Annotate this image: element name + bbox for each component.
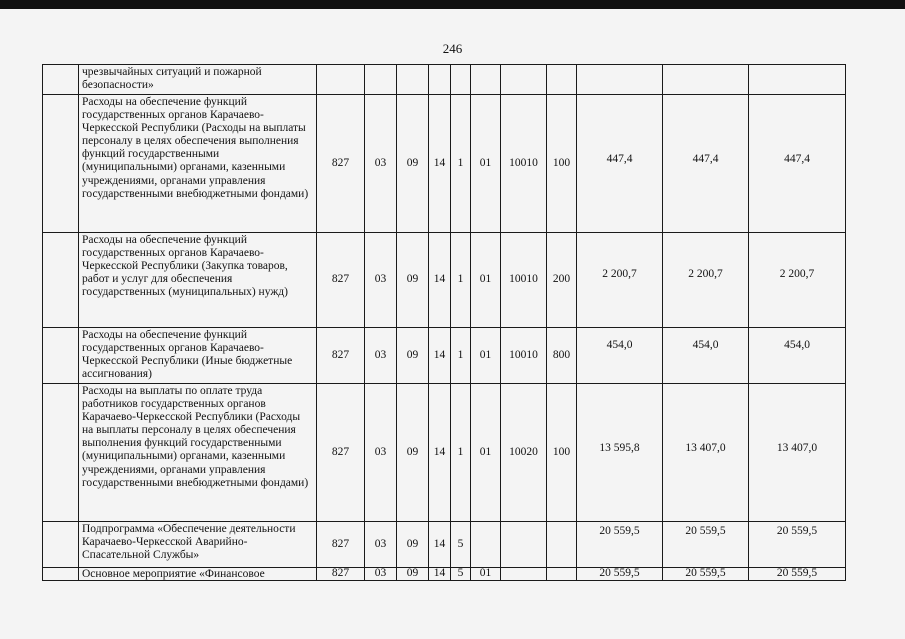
amount-year-3: 13 407,0 bbox=[749, 384, 846, 522]
activity-code: 01 bbox=[471, 568, 501, 581]
expense-type-code: 100 bbox=[547, 384, 577, 522]
amount-year-3: 20 559,5 bbox=[749, 522, 846, 568]
direction-code bbox=[501, 568, 547, 581]
amount-year-2: 454,0 bbox=[663, 328, 749, 384]
ministry-code: 827 bbox=[317, 384, 365, 522]
subprogram-code: 1 bbox=[451, 328, 471, 384]
section-code: 03 bbox=[365, 568, 397, 581]
subprogram-code: 1 bbox=[451, 233, 471, 328]
section-code: 03 bbox=[365, 95, 397, 233]
scan-top-edge bbox=[0, 0, 905, 9]
direction-code: 10020 bbox=[501, 384, 547, 522]
row-index-cell bbox=[43, 95, 79, 233]
expense-type-code bbox=[547, 65, 577, 95]
ministry-code: 827 bbox=[317, 522, 365, 568]
activity-code: 01 bbox=[471, 95, 501, 233]
activity-code: 01 bbox=[471, 233, 501, 328]
item-name: чрезвычайных ситуаций и пожарной безопасности» bbox=[79, 65, 317, 95]
amount-year-1: 20 559,5 bbox=[577, 568, 663, 581]
ministry-code: 827 bbox=[317, 95, 365, 233]
budget-table bbox=[42, 64, 846, 581]
expense-type-code: 200 bbox=[547, 233, 577, 328]
program-code: 14 bbox=[429, 233, 451, 328]
item-name: Основное мероприятие «Финансовое bbox=[79, 568, 317, 581]
subprogram-code: 5 bbox=[451, 522, 471, 568]
item-name: Расходы на обеспечение функций государственных органов Карачаево-Черкесской Республики (Иные бюджетные ассигнования) bbox=[79, 328, 317, 384]
amount-year-2 bbox=[663, 65, 749, 95]
amount-year-2: 20 559,5 bbox=[663, 522, 749, 568]
section-code: 03 bbox=[365, 384, 397, 522]
program-code: 14 bbox=[429, 328, 451, 384]
amount-year-2: 2 200,7 bbox=[663, 233, 749, 328]
item-name: Расходы на выплаты по оплате труда работников государственных органов Карачаево-Черкесской Республики (Расходы на выплаты персоналу в целях обеспечения выполнения функций государственными (муниципальными) органами, казенными учреждениями, органами управления государственными внебюджетными фондами) bbox=[79, 384, 317, 522]
subprogram-code: 5 bbox=[451, 568, 471, 581]
row-index-cell bbox=[43, 568, 79, 581]
section-code: 03 bbox=[365, 233, 397, 328]
expense-type-code: 800 bbox=[547, 328, 577, 384]
amount-year-1: 13 595,8 bbox=[577, 384, 663, 522]
table-row bbox=[43, 65, 846, 95]
amount-year-1: 454,0 bbox=[577, 328, 663, 384]
section-code bbox=[365, 65, 397, 95]
table-row bbox=[43, 233, 846, 328]
table-row bbox=[43, 95, 846, 233]
activity-code: 01 bbox=[471, 384, 501, 522]
subprogram-code: 1 bbox=[451, 384, 471, 522]
amount-year-3: 20 559,5 bbox=[749, 568, 846, 581]
item-name: Расходы на обеспечение функций государственных органов Карачаево-Черкесской Республики (Расходы на выплаты персоналу в целях обеспечения выполнения функций государственными (муниципальными) органами, казенными учреждениями, органами управления государственными внебюджетными фондами) bbox=[79, 95, 317, 233]
row-index-cell bbox=[43, 65, 79, 95]
subprogram-code: 1 bbox=[451, 95, 471, 233]
expense-type-code: 100 bbox=[547, 95, 577, 233]
direction-code bbox=[501, 65, 547, 95]
amount-year-2: 20 559,5 bbox=[663, 568, 749, 581]
program-code: 14 bbox=[429, 568, 451, 581]
row-index-cell bbox=[43, 233, 79, 328]
table-row bbox=[43, 568, 846, 581]
row-index-cell bbox=[43, 384, 79, 522]
activity-code: 01 bbox=[471, 328, 501, 384]
amount-year-2: 447,4 bbox=[663, 95, 749, 233]
amount-year-1: 447,4 bbox=[577, 95, 663, 233]
expense-type-code bbox=[547, 522, 577, 568]
item-name: Расходы на обеспечение функций государственных органов Карачаево-Черкесской Республики (Закупка товаров, работ и услуг для обеспечения государственных (муниципальных) нужд) bbox=[79, 233, 317, 328]
amount-year-2: 13 407,0 bbox=[663, 384, 749, 522]
program-code: 14 bbox=[429, 384, 451, 522]
direction-code: 10010 bbox=[501, 233, 547, 328]
ministry-code: 827 bbox=[317, 568, 365, 581]
ministry-code bbox=[317, 65, 365, 95]
amount-year-3: 454,0 bbox=[749, 328, 846, 384]
subsection-code: 09 bbox=[397, 384, 429, 522]
ministry-code: 827 bbox=[317, 233, 365, 328]
section-code: 03 bbox=[365, 328, 397, 384]
subsection-code: 09 bbox=[397, 233, 429, 328]
subprogram-code bbox=[451, 65, 471, 95]
amount-year-3: 2 200,7 bbox=[749, 233, 846, 328]
program-code: 14 bbox=[429, 522, 451, 568]
section-code: 03 bbox=[365, 522, 397, 568]
amount-year-1: 20 559,5 bbox=[577, 522, 663, 568]
activity-code bbox=[471, 65, 501, 95]
activity-code bbox=[471, 522, 501, 568]
amount-year-3: 447,4 bbox=[749, 95, 846, 233]
table-row bbox=[43, 522, 846, 568]
item-name: Подпрограмма «Обеспечение деятельности Карачаево-Черкесской Аварийно-Спасательной Службы» bbox=[79, 522, 317, 568]
subsection-code: 09 bbox=[397, 568, 429, 581]
ministry-code: 827 bbox=[317, 328, 365, 384]
direction-code bbox=[501, 522, 547, 568]
page-number: 246 bbox=[442, 41, 463, 56]
subsection-code bbox=[397, 65, 429, 95]
amount-year-3 bbox=[749, 65, 846, 95]
row-index-cell bbox=[43, 522, 79, 568]
table-row bbox=[43, 384, 846, 522]
direction-code: 10010 bbox=[501, 95, 547, 233]
direction-code: 10010 bbox=[501, 328, 547, 384]
program-code bbox=[429, 65, 451, 95]
program-code: 14 bbox=[429, 95, 451, 233]
expense-type-code bbox=[547, 568, 577, 581]
subsection-code: 09 bbox=[397, 95, 429, 233]
row-index-cell bbox=[43, 328, 79, 384]
amount-year-1 bbox=[577, 65, 663, 95]
amount-year-1: 2 200,7 bbox=[577, 233, 663, 328]
subsection-code: 09 bbox=[397, 328, 429, 384]
subsection-code: 09 bbox=[397, 522, 429, 568]
table-row bbox=[43, 328, 846, 384]
